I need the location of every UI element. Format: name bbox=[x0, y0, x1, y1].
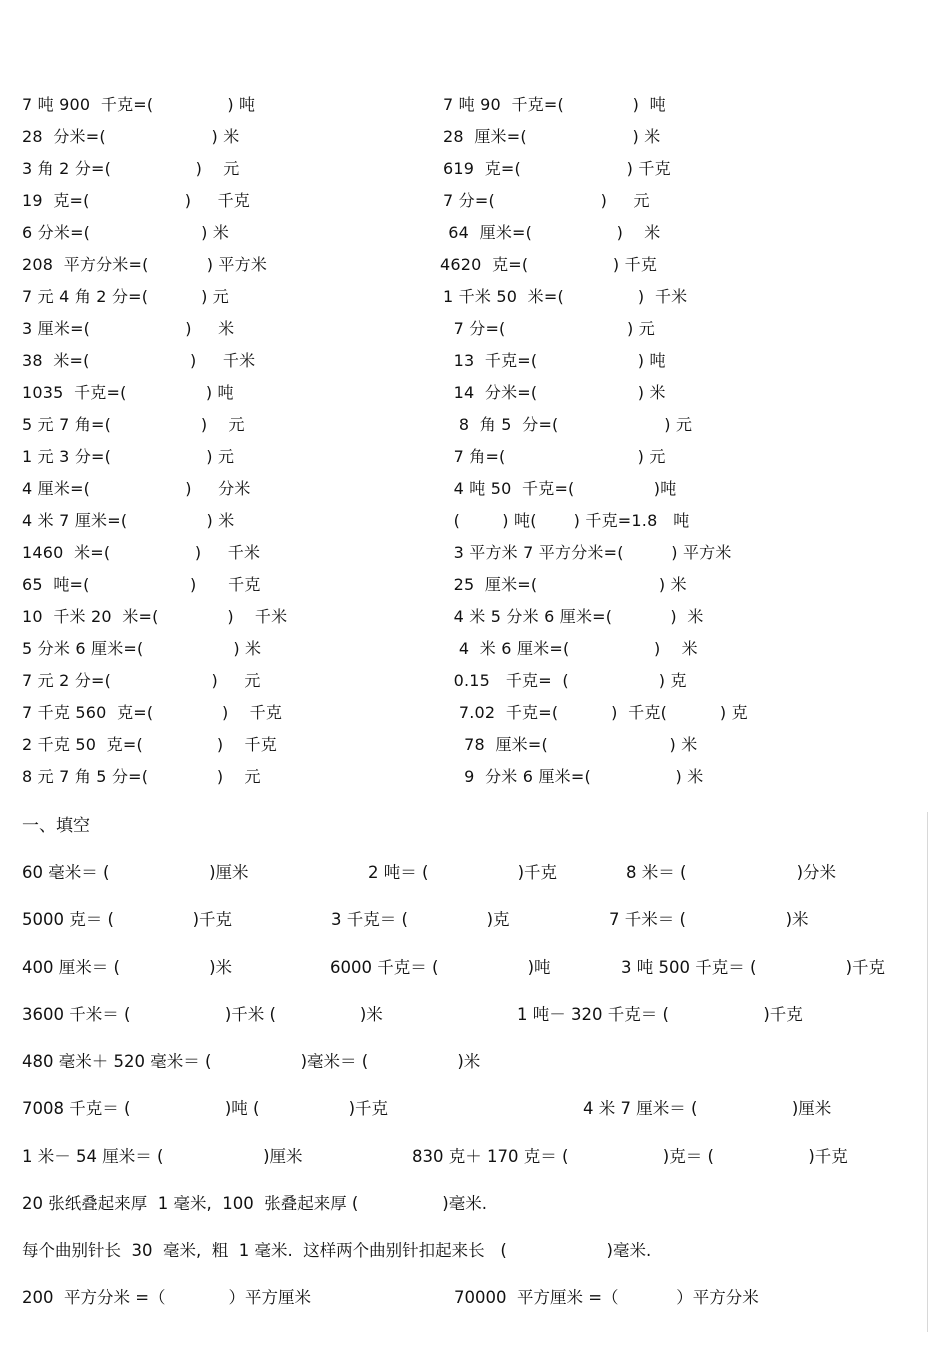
fill-item: 830 克＋ 170 克＝ ( )克＝ ( )千克 bbox=[412, 1147, 848, 1166]
exercise-left: 65 吨=( ) 千克 bbox=[22, 575, 261, 594]
exercise-right: 619 克=( ) 千克 bbox=[443, 159, 671, 178]
page-edge-divider bbox=[927, 812, 928, 1332]
fill-item: 1 米－ 54 厘米＝ ( )厘米 bbox=[22, 1147, 303, 1166]
fill-item: 8 米＝ ( )分米 bbox=[626, 863, 837, 882]
exercise-right: 9 分米 6 厘米=( ) 米 bbox=[443, 767, 704, 786]
exercise-right: 4 米 6 厘米=( ) 米 bbox=[443, 639, 698, 658]
exercise-right: 8 角 5 分=( ) 元 bbox=[443, 415, 693, 434]
exercise-right: 7 角=( ) 元 bbox=[443, 447, 666, 466]
exercise-right: 78 厘米=( ) 米 bbox=[443, 735, 698, 754]
fill-item: 7 千米＝ ( )米 bbox=[609, 910, 809, 929]
exercise-right: 1 千米 50 米=( ) 千米 bbox=[443, 287, 688, 306]
fill-item: 200 平方分米 =（ ）平方厘米 bbox=[22, 1288, 311, 1307]
exercise-left: 1035 千克=( ) 吨 bbox=[22, 383, 234, 402]
exercise-right: 7.02 千克=( ) 千克( ) 克 bbox=[443, 703, 748, 722]
fill-item: 3 千克＝ ( )克 bbox=[331, 910, 510, 929]
fill-item: 480 毫米＋ 520 毫米＝ ( )毫米＝ ( )米 bbox=[22, 1052, 481, 1071]
exercise-left: 4 米 7 厘米=( ) 米 bbox=[22, 511, 235, 530]
exercise-right: 28 厘米=( ) 米 bbox=[443, 127, 661, 146]
fill-item: 每个曲别针长 30 毫米, 粗 1 毫米. 这样两个曲别针扣起来长 ( )毫米. bbox=[22, 1241, 652, 1260]
exercise-right: 14 分米=( ) 米 bbox=[443, 383, 666, 402]
exercise-right: 4 米 5 分米 6 厘米=( ) 米 bbox=[443, 607, 704, 626]
exercise-right: 7 分=( ) 元 bbox=[443, 191, 650, 210]
exercise-left: 2 千克 50 克=( ) 千克 bbox=[22, 735, 277, 754]
exercise-right: ( ) 吨( ) 千克=1.8 吨 bbox=[443, 511, 690, 530]
exercise-left: 19 克=( ) 千克 bbox=[22, 191, 250, 210]
exercise-right: 13 千克=( ) 吨 bbox=[443, 351, 666, 370]
fill-item: 4 米 7 厘米＝ ( )厘米 bbox=[583, 1099, 832, 1118]
fill-item: 3600 千米＝ ( )千米 ( )米 bbox=[22, 1005, 383, 1024]
exercise-right: 0.15 千克= ( ) 克 bbox=[443, 671, 687, 690]
exercise-right: 64 厘米=( ) 米 bbox=[443, 223, 661, 242]
exercise-right: 3 平方米 7 平方分米=( ) 平方米 bbox=[443, 543, 732, 562]
exercise-left: 10 千米 20 米=( ) 千米 bbox=[22, 607, 288, 626]
fill-item: 3 吨 500 千克＝ ( )千克 bbox=[621, 958, 886, 977]
exercise-right: 25 厘米=( ) 米 bbox=[443, 575, 687, 594]
exercise-left: 1 元 3 分=( ) 元 bbox=[22, 447, 235, 466]
exercise-left: 38 米=( ) 千米 bbox=[22, 351, 256, 370]
exercise-right: 7 分=( ) 元 bbox=[443, 319, 655, 338]
exercise-right: 7 吨 90 千克=( ) 吨 bbox=[443, 95, 666, 114]
exercise-left: 5 分米 6 厘米=( ) 米 bbox=[22, 639, 262, 658]
exercise-left: 3 厘米=( ) 米 bbox=[22, 319, 235, 338]
fill-item: 2 吨＝ ( )千克 bbox=[368, 863, 558, 882]
exercise-left: 1460 米=( ) 千米 bbox=[22, 543, 261, 562]
fill-item: 7008 千克＝ ( )吨 ( )千克 bbox=[22, 1099, 389, 1118]
fill-item: 6000 千克＝ ( )吨 bbox=[330, 958, 551, 977]
exercise-left: 3 角 2 分=( ) 元 bbox=[22, 159, 240, 178]
fill-item: 400 厘米＝ ( )米 bbox=[22, 958, 233, 977]
fill-item: 20 张纸叠起来厚 1 毫米, 100 张叠起来厚 ( )毫米. bbox=[22, 1194, 487, 1213]
fill-item: 60 毫米＝ ( )厘米 bbox=[22, 863, 249, 882]
fill-item: 5000 克＝ ( )千克 bbox=[22, 910, 233, 929]
exercise-left: 208 平方分米=( ) 平方米 bbox=[22, 255, 268, 274]
exercise-left: 7 元 2 分=( ) 元 bbox=[22, 671, 261, 690]
exercise-left: 28 分米=( ) 米 bbox=[22, 127, 240, 146]
exercise-left: 7 千克 560 克=( ) 千克 bbox=[22, 703, 283, 722]
fill-item: 70000 平方厘米 =（ ）平方分米 bbox=[454, 1288, 759, 1307]
section-heading: 一、填空 bbox=[22, 816, 90, 836]
exercise-left: 5 元 7 角=( ) 元 bbox=[22, 415, 245, 434]
exercise-right: 4 吨 50 千克=( )吨 bbox=[443, 479, 677, 498]
exercise-left: 7 元 4 角 2 分=( ) 元 bbox=[22, 287, 230, 306]
exercise-left: 4 厘米=( ) 分米 bbox=[22, 479, 251, 498]
exercise-left: 7 吨 900 千克=( ) 吨 bbox=[22, 95, 256, 114]
exercise-left: 6 分米=( ) 米 bbox=[22, 223, 230, 242]
exercise-left: 8 元 7 角 5 分=( ) 元 bbox=[22, 767, 261, 786]
exercise-right: 4620 克=( ) 千克 bbox=[440, 255, 658, 274]
fill-item: 1 吨－ 320 千克＝ ( )千克 bbox=[517, 1005, 803, 1024]
